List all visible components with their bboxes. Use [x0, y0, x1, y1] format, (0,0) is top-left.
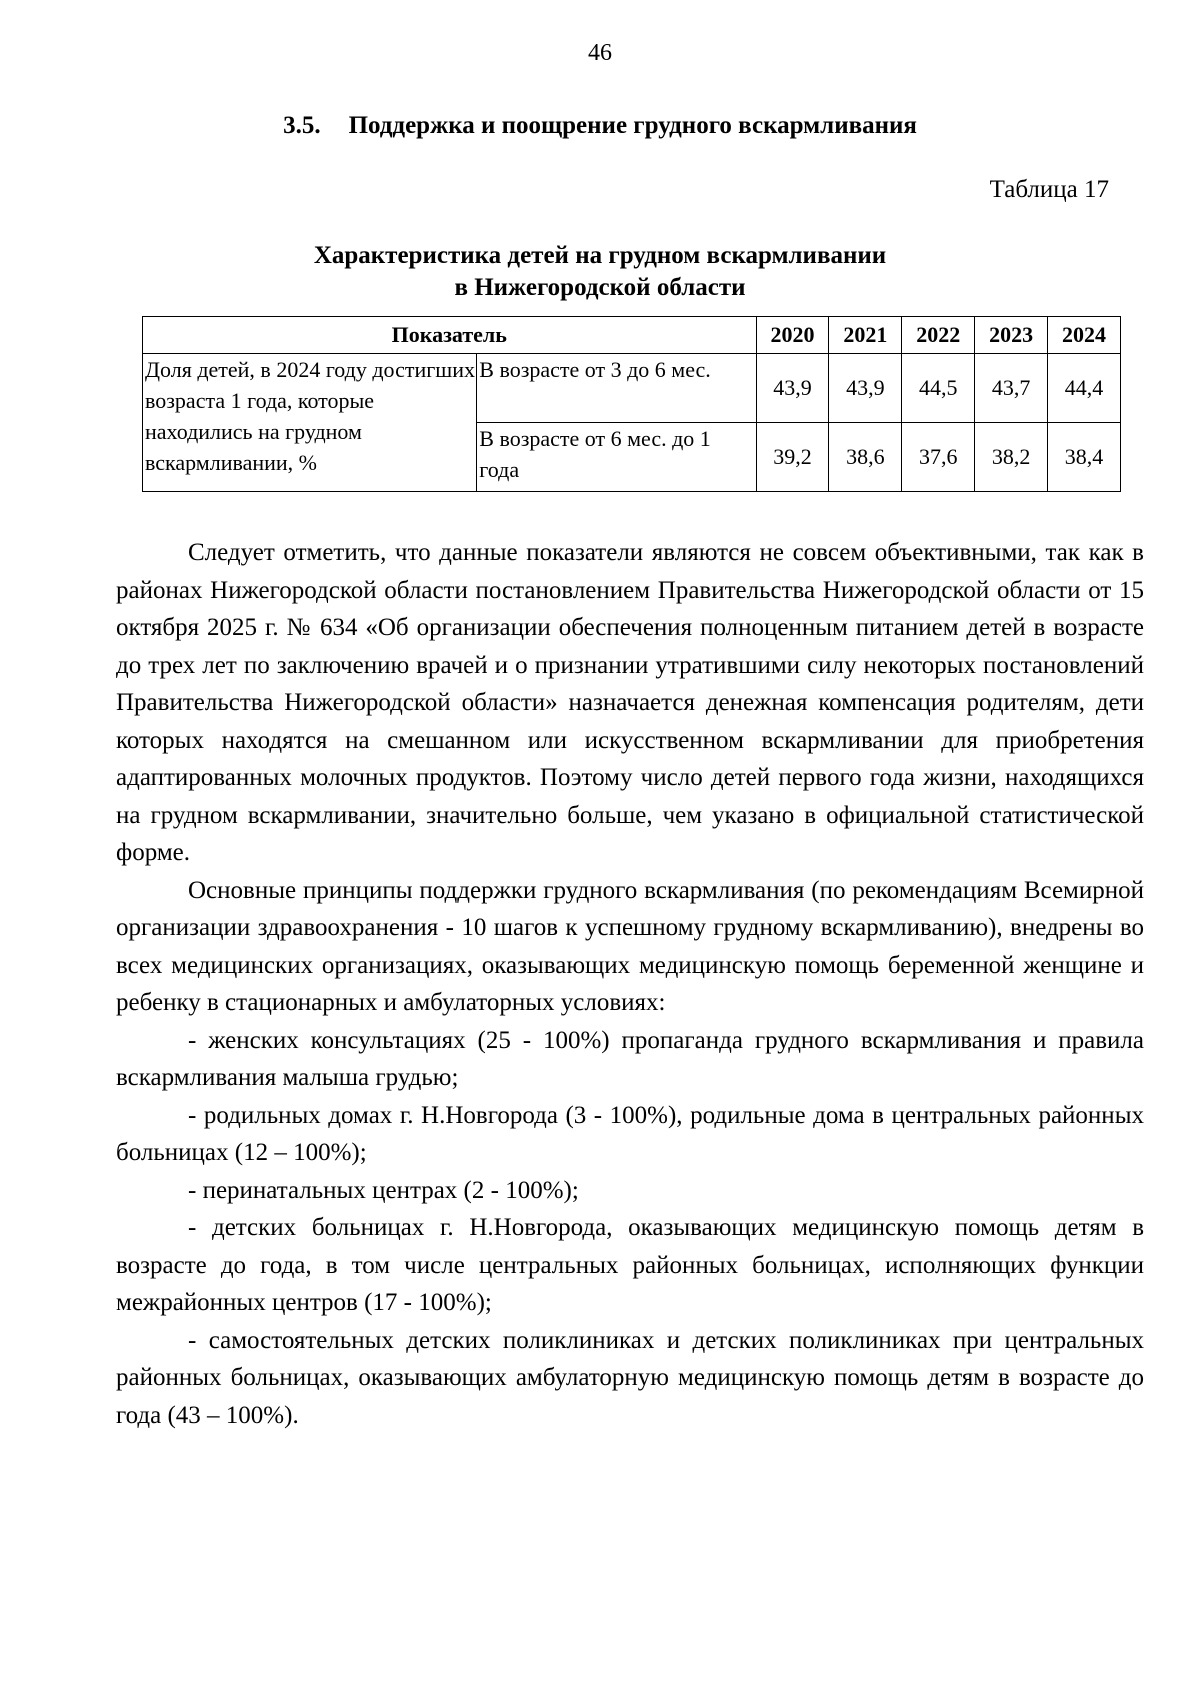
paragraph: Основные принципы поддержки грудного вскармливания (по рекомендациям Всемирной организации здравоохранения - 10 шагов к успешному грудному вскармливанию), внедрены во всех медицинских организациях, оказывающих медицинскую помощь беременной женщине и ребенку в стационарных и амбулаторных условиях:	[116, 876, 1144, 1016]
row-label: Доля детей, в 2024 году достигших возраста 1 года, которые находились на грудном вскармливании, %	[143, 354, 477, 492]
value-cell: 44,4	[1048, 354, 1121, 423]
value-cell: 43,9	[756, 354, 829, 423]
list-item: - самостоятельных детских поликлиниках и детских поликлиниках при центральных районных больницах, оказывающих амбулаторную медицинскую помощь детям в возрасте до года (43 – 100%).	[116, 1326, 1144, 1429]
table-row	[143, 354, 1121, 423]
value-cell: 39,2	[756, 423, 829, 492]
paragraph: Следует отметить, что данные показатели являются не совсем объективными, так как в районах Нижегородской области постановлением Правительства Нижегородской области от 15 октября 2025 г. № 634 «Об организации обеспечения полноценным питанием детей в возрасте до трех лет по заключению врачей и о признании утратившими силу некоторых постановлений Правительства Нижегородской области» назначается денежная компенсация родителям, дети которых находятся на смешанном или искусственном вскармливании для приобретения адаптированных молочных продуктов. Поэтому число детей первого года жизни, находящихся на грудном вскармливании, значительно больше, чем указано в официальной статистической форме.	[116, 539, 1144, 866]
value-cell: 44,5	[902, 354, 975, 423]
body-text	[116, 534, 1144, 1434]
value-cell: 43,9	[829, 354, 902, 423]
header-indicator: Показатель	[143, 317, 757, 354]
table-caption: Таблица 17	[989, 176, 1109, 203]
section-number: 3.5.	[283, 112, 321, 139]
header-year: 2022	[902, 317, 975, 354]
section-title: Поддержка и поощрение грудного вскармливания	[348, 112, 917, 139]
table-title-line2: в Нижегородской области	[454, 274, 746, 301]
page-number: 46	[588, 40, 612, 66]
header-year: 2023	[975, 317, 1048, 354]
value-cell: 43,7	[975, 354, 1048, 423]
value-cell: 38,6	[829, 423, 902, 492]
table-title-line1: Характеристика детей на грудном вскармливании	[313, 242, 887, 269]
table-title	[0, 240, 1200, 304]
list-item: - перинатальных центрах (2 - 100%);	[188, 1176, 579, 1204]
table-header-row	[143, 317, 1121, 354]
value-cell: 37,6	[902, 423, 975, 492]
list-item: - детских больницах г. Н.Новгорода, оказывающих медицинскую помощь детям в возрасте до года, в том числе центральных районных больницах, исполняющих функции межрайонных центров (17 - 100%);	[116, 1214, 1144, 1316]
value-cell: 38,4	[1048, 423, 1121, 492]
list-item: - родильных домах г. Н.Новгорода (3 - 100%), родильные дома в центральных районных больницах (12 – 100%);	[116, 1101, 1144, 1166]
header-year: 2024	[1048, 317, 1121, 354]
age-group-cell: В возрасте от 6 мес. до 1 года	[477, 423, 756, 492]
value-cell: 38,2	[975, 423, 1048, 492]
age-group-cell: В возрасте от 3 до 6 мес.	[477, 354, 756, 423]
list-item: - женских консультациях (25 - 100%) пропаганда грудного вскармливания и правила вскармливания малыша грудью;	[116, 1026, 1144, 1091]
header-year: 2021	[829, 317, 902, 354]
header-year: 2020	[756, 317, 829, 354]
section-heading	[0, 112, 1200, 140]
data-table	[142, 316, 1121, 492]
